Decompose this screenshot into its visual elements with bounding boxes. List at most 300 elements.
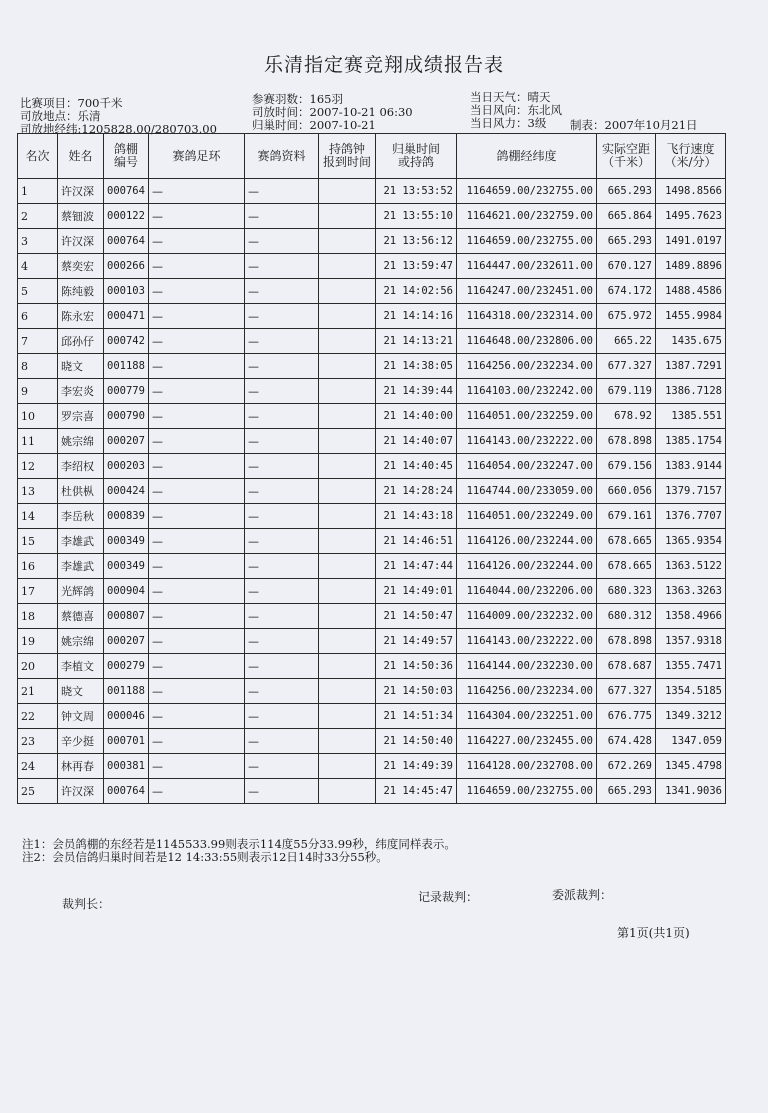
cell-name: 光辉鸽 — [58, 579, 104, 604]
cell-loft: 000349 — [104, 529, 149, 554]
cell-speed: 1455.9984 — [656, 304, 726, 329]
cell-time: 21 14:51:34 — [376, 704, 457, 729]
cell-ring: — — [149, 404, 245, 429]
cell-name: 钟文周 — [58, 704, 104, 729]
delegated-referee-label: 委派裁判： — [552, 888, 613, 902]
cell-rank: 23 — [18, 729, 58, 754]
cell-dist: 678.665 — [597, 554, 656, 579]
cell-dist: 665.293 — [597, 779, 656, 804]
cell-loft: 000904 — [104, 579, 149, 604]
cell-time: 21 14:46:51 — [376, 529, 457, 554]
cell-info: — — [245, 504, 319, 529]
cell-coord: 1164304.00/232251.00 — [457, 704, 597, 729]
cell-speed: 1498.8566 — [656, 179, 726, 204]
cell-speed: 1435.675 — [656, 329, 726, 354]
cell-time: 21 14:49:39 — [376, 754, 457, 779]
cell-dist: 677.327 — [597, 354, 656, 379]
cell-coord: 1164126.00/232244.00 — [457, 529, 597, 554]
cell-rank: 11 — [18, 429, 58, 454]
cell-ring: — — [149, 604, 245, 629]
cell-name: 辛少挺 — [58, 729, 104, 754]
cell-name: 李雄武 — [58, 554, 104, 579]
cell-coord: 1164744.00/233059.00 — [457, 479, 597, 504]
header-name: 姓名 — [58, 134, 104, 179]
cell-ring: — — [149, 554, 245, 579]
cell-info: — — [245, 679, 319, 704]
cell-loft: 001188 — [104, 354, 149, 379]
cell-name: 陈纯毅 — [58, 279, 104, 304]
cell-rank: 16 — [18, 554, 58, 579]
header-dist: 实际空距 （千米） — [597, 134, 656, 179]
cell-clock — [319, 204, 376, 229]
cell-speed: 1383.9144 — [656, 454, 726, 479]
table-body — [18, 179, 726, 804]
cell-coord: 1164447.00/232611.00 — [457, 254, 597, 279]
cell-speed: 1489.8896 — [656, 254, 726, 279]
cell-ring: — — [149, 354, 245, 379]
cell-ring: — — [149, 704, 245, 729]
cell-name: 李植文 — [58, 654, 104, 679]
cell-speed: 1345.4798 — [656, 754, 726, 779]
cell-info: — — [245, 704, 319, 729]
cell-loft: 000471 — [104, 304, 149, 329]
release-place: 司放地点：乐清 — [20, 109, 101, 123]
cell-coord: 1164659.00/232755.00 — [457, 229, 597, 254]
cell-rank: 3 — [18, 229, 58, 254]
cell-dist: 680.312 — [597, 604, 656, 629]
cell-dist: 679.119 — [597, 379, 656, 404]
cell-name: 许汉深 — [58, 779, 104, 804]
cell-name: 邱孙仔 — [58, 329, 104, 354]
cell-clock — [319, 479, 376, 504]
cell-coord: 1164256.00/232234.00 — [457, 679, 597, 704]
cell-speed: 1385.551 — [656, 404, 726, 429]
cell-loft: 000279 — [104, 654, 149, 679]
cell-time: 21 14:43:18 — [376, 504, 457, 529]
cell-name: 晓文 — [58, 679, 104, 704]
cell-time: 21 13:55:10 — [376, 204, 457, 229]
results-table — [17, 133, 726, 804]
cell-coord: 1164054.00/232247.00 — [457, 454, 597, 479]
cell-clock — [319, 729, 376, 754]
cell-clock — [319, 404, 376, 429]
cell-clock — [319, 704, 376, 729]
cell-rank: 7 — [18, 329, 58, 354]
cell-info: — — [245, 404, 319, 429]
cell-ring: — — [149, 729, 245, 754]
note-1: 注1：会员鸽棚的东经若是1145533.99则表示114度55分33.99秒，纬度同样表示。 — [22, 837, 456, 851]
cell-loft: 000122 — [104, 204, 149, 229]
cell-speed: 1376.7707 — [656, 504, 726, 529]
cell-time: 21 14:45:47 — [376, 779, 457, 804]
cell-info: — — [245, 304, 319, 329]
cell-ring: — — [149, 679, 245, 704]
cell-loft: 000807 — [104, 604, 149, 629]
cell-info: — — [245, 529, 319, 554]
cell-dist: 678.898 — [597, 629, 656, 654]
cell-clock — [319, 654, 376, 679]
cell-info: — — [245, 229, 319, 254]
cell-speed: 1357.9318 — [656, 629, 726, 654]
cell-clock — [319, 554, 376, 579]
cell-coord: 1164659.00/232755.00 — [457, 179, 597, 204]
cell-rank: 21 — [18, 679, 58, 704]
cell-time: 21 14:13:21 — [376, 329, 457, 354]
table-row — [18, 629, 726, 654]
cell-time: 21 13:53:52 — [376, 179, 457, 204]
cell-loft: 000203 — [104, 454, 149, 479]
cell-rank: 18 — [18, 604, 58, 629]
cell-dist: 665.864 — [597, 204, 656, 229]
cell-clock — [319, 229, 376, 254]
cell-time: 21 14:50:40 — [376, 729, 457, 754]
header-speed: 飞行速度 （米/分） — [656, 134, 726, 179]
cell-time: 21 14:14:16 — [376, 304, 457, 329]
header-ring: 赛鸽足环 — [149, 134, 245, 179]
cell-dist: 679.161 — [597, 504, 656, 529]
cell-clock — [319, 179, 376, 204]
cell-dist: 672.269 — [597, 754, 656, 779]
made-date: 制表：2007年10月21日 — [570, 118, 698, 132]
cell-time: 21 14:47:44 — [376, 554, 457, 579]
cell-rank: 24 — [18, 754, 58, 779]
cell-info: — — [245, 604, 319, 629]
cell-dist: 677.327 — [597, 679, 656, 704]
cell-name: 姚宗绵 — [58, 629, 104, 654]
cell-clock — [319, 679, 376, 704]
cell-clock — [319, 354, 376, 379]
cell-rank: 15 — [18, 529, 58, 554]
cell-coord: 1164051.00/232259.00 — [457, 404, 597, 429]
cell-coord: 1164143.00/232222.00 — [457, 429, 597, 454]
cell-speed: 1354.5185 — [656, 679, 726, 704]
cell-coord: 1164126.00/232244.00 — [457, 554, 597, 579]
notes — [22, 838, 456, 864]
cell-dist: 674.172 — [597, 279, 656, 304]
table-row — [18, 329, 726, 354]
cell-coord: 1164621.00/232759.00 — [457, 204, 597, 229]
cell-loft: 000764 — [104, 229, 149, 254]
cell-dist: 679.156 — [597, 454, 656, 479]
meta-time-block — [252, 93, 413, 132]
cell-loft: 000701 — [104, 729, 149, 754]
cell-speed: 1386.7128 — [656, 379, 726, 404]
cell-coord: 1164659.00/232755.00 — [457, 779, 597, 804]
cell-info: — — [245, 379, 319, 404]
chief-referee-label: 裁判长： — [62, 897, 111, 911]
cell-info: — — [245, 479, 319, 504]
cell-ring: — — [149, 279, 245, 304]
cell-loft: 000764 — [104, 179, 149, 204]
cell-name: 许汉深 — [58, 229, 104, 254]
cell-coord: 1164318.00/232314.00 — [457, 304, 597, 329]
cell-ring: — — [149, 529, 245, 554]
cell-name: 李宏炎 — [58, 379, 104, 404]
cell-rank: 20 — [18, 654, 58, 679]
table-row — [18, 229, 726, 254]
table-row — [18, 554, 726, 579]
cell-ring: — — [149, 654, 245, 679]
cell-speed: 1495.7623 — [656, 204, 726, 229]
cell-dist: 678.898 — [597, 429, 656, 454]
cell-ring: — — [149, 779, 245, 804]
cell-coord: 1164103.00/232242.00 — [457, 379, 597, 404]
cell-info: — — [245, 729, 319, 754]
cell-dist: 678.665 — [597, 529, 656, 554]
cell-ring: — — [149, 179, 245, 204]
cell-coord: 1164648.00/232806.00 — [457, 329, 597, 354]
cell-info: — — [245, 279, 319, 304]
cell-speed: 1387.7291 — [656, 354, 726, 379]
cell-info: — — [245, 454, 319, 479]
cell-name: 晓文 — [58, 354, 104, 379]
cell-time: 21 14:28:24 — [376, 479, 457, 504]
weather: 当日天气：晴天 — [470, 90, 551, 104]
cell-clock — [319, 529, 376, 554]
cell-info: — — [245, 179, 319, 204]
cell-dist: 678.92 — [597, 404, 656, 429]
cell-name: 许汉深 — [58, 179, 104, 204]
cell-clock — [319, 279, 376, 304]
table-row — [18, 754, 726, 779]
cell-rank: 14 — [18, 504, 58, 529]
cell-speed: 1355.7471 — [656, 654, 726, 679]
cell-dist: 665.293 — [597, 179, 656, 204]
table-row — [18, 379, 726, 404]
cell-clock — [319, 779, 376, 804]
cell-time: 21 14:02:56 — [376, 279, 457, 304]
table-row — [18, 354, 726, 379]
cell-rank: 19 — [18, 629, 58, 654]
cell-time: 21 14:49:57 — [376, 629, 457, 654]
cell-time: 21 13:59:47 — [376, 254, 457, 279]
cell-info: — — [245, 554, 319, 579]
cell-loft: 000207 — [104, 429, 149, 454]
recording-referee-label: 记录裁判： — [418, 890, 479, 904]
cell-speed: 1385.1754 — [656, 429, 726, 454]
cell-name: 蔡德喜 — [58, 604, 104, 629]
cell-dist: 674.428 — [597, 729, 656, 754]
cell-rank: 9 — [18, 379, 58, 404]
cell-info: — — [245, 329, 319, 354]
cell-loft: 000764 — [104, 779, 149, 804]
note-2: 注2：会员信鸽归巢时间若是12 14:33:55则表示12日14时33分55秒。 — [22, 850, 388, 864]
cell-rank: 1 — [18, 179, 58, 204]
table-row — [18, 604, 726, 629]
release-time: 司放时间：2007-10-21 06:30 — [252, 105, 413, 119]
release-coord: 司放地经纬:1205828.00/280703.00 — [20, 122, 217, 136]
header-rank: 名次 — [18, 134, 58, 179]
cell-name: 蔡奕宏 — [58, 254, 104, 279]
cell-coord: 1164247.00/232451.00 — [457, 279, 597, 304]
cell-rank: 12 — [18, 454, 58, 479]
cell-ring: — — [149, 304, 245, 329]
cell-ring: — — [149, 229, 245, 254]
cell-coord: 1164143.00/232222.00 — [457, 629, 597, 654]
table-row — [18, 654, 726, 679]
cell-loft: 000839 — [104, 504, 149, 529]
cell-coord: 1164051.00/232249.00 — [457, 504, 597, 529]
cell-rank: 8 — [18, 354, 58, 379]
cell-info: — — [245, 754, 319, 779]
cell-dist: 676.775 — [597, 704, 656, 729]
cell-speed: 1491.0197 — [656, 229, 726, 254]
cell-rank: 17 — [18, 579, 58, 604]
cell-name: 林再春 — [58, 754, 104, 779]
cell-clock — [319, 454, 376, 479]
header-clock: 持鸽钟 报到时间 — [319, 134, 376, 179]
table-row — [18, 429, 726, 454]
cell-ring: — — [149, 629, 245, 654]
cell-ring: — — [149, 204, 245, 229]
cell-name: 李雄武 — [58, 529, 104, 554]
cell-ring: — — [149, 329, 245, 354]
wind-direction: 当日风向：东北风 — [470, 103, 562, 117]
cell-speed: 1363.5122 — [656, 554, 726, 579]
cell-ring: — — [149, 454, 245, 479]
cell-time: 21 14:39:44 — [376, 379, 457, 404]
cell-rank: 10 — [18, 404, 58, 429]
cell-ring: — — [149, 479, 245, 504]
table-row — [18, 504, 726, 529]
cell-name: 姚宗绵 — [58, 429, 104, 454]
cell-dist: 678.687 — [597, 654, 656, 679]
table-row — [18, 179, 726, 204]
race-item: 比赛项目：700千米 — [20, 96, 123, 110]
cell-dist: 660.056 — [597, 479, 656, 504]
cell-time: 21 14:49:01 — [376, 579, 457, 604]
cell-clock — [319, 604, 376, 629]
cell-time: 21 14:40:07 — [376, 429, 457, 454]
cell-info: — — [245, 429, 319, 454]
cell-speed: 1379.7157 — [656, 479, 726, 504]
table-row — [18, 454, 726, 479]
cell-info: — — [245, 354, 319, 379]
cell-dist: 665.293 — [597, 229, 656, 254]
header-loft: 鸽棚 编号 — [104, 134, 149, 179]
cell-clock — [319, 629, 376, 654]
cell-clock — [319, 304, 376, 329]
cell-name: 蔡钿波 — [58, 204, 104, 229]
table-header-row — [18, 134, 726, 179]
meta-weather-block — [470, 91, 562, 130]
cell-time: 21 14:50:47 — [376, 604, 457, 629]
entries-count: 参赛羽数：165羽 — [252, 92, 343, 106]
table-row — [18, 529, 726, 554]
page-number: 第1页(共1页) — [617, 926, 690, 940]
cell-ring: — — [149, 504, 245, 529]
cell-ring: — — [149, 754, 245, 779]
cell-time: 21 14:38:05 — [376, 354, 457, 379]
cell-coord: 1164256.00/232234.00 — [457, 354, 597, 379]
cell-rank: 13 — [18, 479, 58, 504]
cell-rank: 25 — [18, 779, 58, 804]
cell-rank: 5 — [18, 279, 58, 304]
cell-coord: 1164144.00/232230.00 — [457, 654, 597, 679]
cell-info: — — [245, 654, 319, 679]
cell-clock — [319, 504, 376, 529]
table-row — [18, 479, 726, 504]
header-info: 赛鸽资料 — [245, 134, 319, 179]
cell-rank: 22 — [18, 704, 58, 729]
cell-speed: 1347.059 — [656, 729, 726, 754]
cell-name: 陈永宏 — [58, 304, 104, 329]
cell-clock — [319, 754, 376, 779]
cell-clock — [319, 379, 376, 404]
cell-info: — — [245, 779, 319, 804]
cell-info: — — [245, 579, 319, 604]
cell-coord: 1164009.00/232232.00 — [457, 604, 597, 629]
table-row — [18, 304, 726, 329]
cell-coord: 1164044.00/232206.00 — [457, 579, 597, 604]
cell-loft: 000742 — [104, 329, 149, 354]
cell-loft: 000103 — [104, 279, 149, 304]
cell-clock — [319, 329, 376, 354]
cell-info: — — [245, 204, 319, 229]
cell-speed: 1488.4586 — [656, 279, 726, 304]
cell-ring: — — [149, 379, 245, 404]
cell-speed: 1349.3212 — [656, 704, 726, 729]
cell-loft: 000779 — [104, 379, 149, 404]
header-coord: 鸽棚经纬度 — [457, 134, 597, 179]
cell-loft: 000207 — [104, 629, 149, 654]
cell-loft: 000266 — [104, 254, 149, 279]
cell-name: 罗宗喜 — [58, 404, 104, 429]
cell-rank: 6 — [18, 304, 58, 329]
table-row — [18, 279, 726, 304]
cell-dist: 670.127 — [597, 254, 656, 279]
return-time: 归巢时间：2007-10-21 — [252, 118, 376, 132]
table-row — [18, 254, 726, 279]
table-row — [18, 679, 726, 704]
cell-ring: — — [149, 254, 245, 279]
cell-coord: 1164227.00/232455.00 — [457, 729, 597, 754]
table-row — [18, 579, 726, 604]
cell-time: 21 14:40:45 — [376, 454, 457, 479]
cell-clock — [319, 429, 376, 454]
cell-info: — — [245, 629, 319, 654]
cell-loft: 000046 — [104, 704, 149, 729]
cell-time: 21 14:50:36 — [376, 654, 457, 679]
wind-force: 当日风力：3级 — [470, 116, 547, 130]
cell-dist: 680.323 — [597, 579, 656, 604]
cell-ring: — — [149, 429, 245, 454]
cell-name: 李岳秋 — [58, 504, 104, 529]
meta-race-block — [20, 97, 217, 136]
cell-rank: 2 — [18, 204, 58, 229]
report-title: 乐清指定赛竞翔成绩报告表 — [263, 54, 504, 76]
table-row — [18, 204, 726, 229]
cell-speed: 1363.3263 — [656, 579, 726, 604]
cell-speed: 1341.9036 — [656, 779, 726, 804]
cell-loft: 000381 — [104, 754, 149, 779]
header-time: 归巢时间 或持鸽 — [376, 134, 457, 179]
cell-clock — [319, 579, 376, 604]
cell-name: 杜供枞 — [58, 479, 104, 504]
cell-time: 21 14:40:00 — [376, 404, 457, 429]
cell-time: 21 14:50:03 — [376, 679, 457, 704]
table-row — [18, 779, 726, 804]
cell-ring: — — [149, 579, 245, 604]
cell-info: — — [245, 254, 319, 279]
cell-loft: 000349 — [104, 554, 149, 579]
cell-loft: 000790 — [104, 404, 149, 429]
cell-time: 21 13:56:12 — [376, 229, 457, 254]
table-row — [18, 729, 726, 754]
cell-coord: 1164128.00/232708.00 — [457, 754, 597, 779]
cell-speed: 1365.9354 — [656, 529, 726, 554]
cell-dist: 675.972 — [597, 304, 656, 329]
